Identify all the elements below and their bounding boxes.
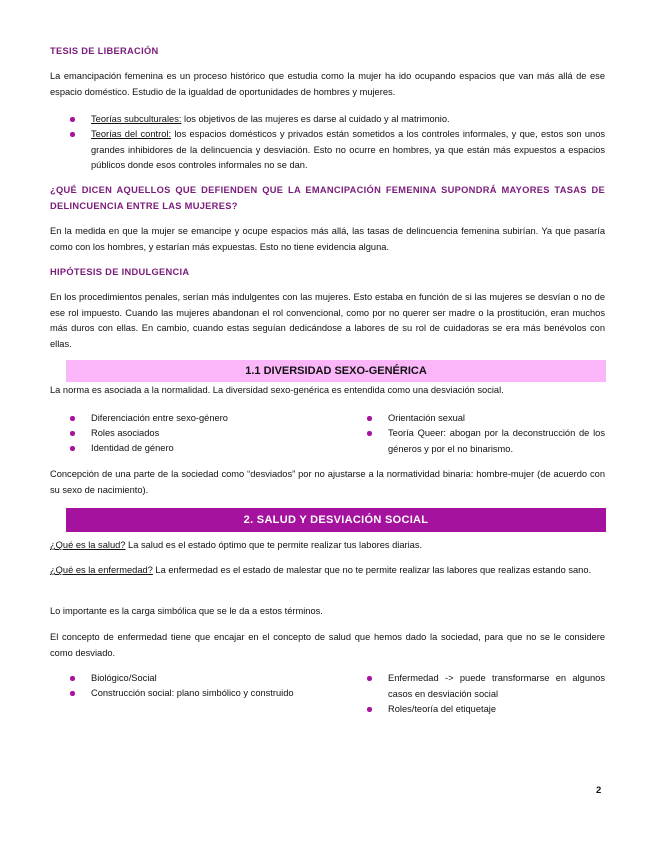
- list-item: Construcción social: plano simbólico y construido: [70, 686, 330, 702]
- bullet-icon: [70, 416, 75, 421]
- list-item: Diferenciación entre sexo-género: [70, 411, 330, 427]
- bullet-icon: [367, 431, 372, 436]
- heading-pregunta-emancipacion: ¿QUÉ DICEN AQUELLOS QUE DEFIENDEN QUE LA EMANCIPACIÓN FEMENINA SUPONDRÁ MAYORES TASAS DE DELINCUENCIA ENTRE LAS MUJERES?: [50, 185, 605, 211]
- bullet-icon: [367, 416, 372, 421]
- paragraph-respuesta: En la medida en que la mujer se emancipe y ocupe espacios más allá, las tasas de delincuencia femenina subirían. Ya que pasaría como con los hombres, y estarían más expuestas. Esto no tiene evidencia alguna.: [50, 226, 605, 252]
- bullet-icon: [70, 132, 75, 137]
- paragraph-enfermedad: ¿Qué es la enfermedad? La enfermedad es el estado de malestar que no te permite realizar las labores que realizas estando sano.: [50, 565, 592, 575]
- paragraph-desviados: Concepción de una parte de la sociedad como “desviados” por no ajustarse a la normatividad binaria: hombre-mujer (de acuerdo con su sexo de nacimiento).: [50, 469, 605, 495]
- page-number: 2: [596, 785, 602, 796]
- bullet-text: los objetivos de las mujeres es darse al cuidado y al matrimonio.: [181, 114, 450, 124]
- heading-hipotesis-indulgencia: HIPÓTESIS DE INDULGENCIA: [50, 267, 190, 277]
- list-item: Identidad de género: [70, 441, 330, 457]
- list-item: Orientación sexual: [367, 411, 605, 427]
- term-teorias-control: Teorías del control:: [91, 129, 172, 139]
- list-item: Enfermedad -> puede transformarse en algunos casos en desviación social: [367, 671, 605, 702]
- bullet-icon: [70, 431, 75, 436]
- list-item: Roles asociados: [70, 426, 330, 442]
- list-item: [70, 112, 605, 128]
- paragraph-salud: ¿Qué es la salud? La salud es el estado óptimo que te permite realizar tus labores diarias.: [50, 540, 423, 550]
- bullet-icon: [70, 117, 75, 122]
- bullet-icon: [70, 446, 75, 451]
- bullet-icon: [70, 691, 75, 696]
- paragraph-emancipacion: La emancipación femenina es un proceso histórico que estudia como la mujer ha ido ocupando espacios que van más allá de ese espacio doméstico. Estudio de la igualdad de oportunidades de hombres y mujeres.: [50, 71, 605, 97]
- bullet-icon: [367, 707, 372, 712]
- bullet-icon: [367, 676, 372, 681]
- section-title-diversidad: 1.1 DIVERSIDAD SEXO-GENÉRICA: [66, 360, 606, 382]
- section-title-salud: 2. SALUD Y DESVIACIÓN SOCIAL: [66, 508, 606, 532]
- list-item: Roles/teoría del etiquetaje: [367, 702, 605, 718]
- paragraph-indulgencia: En los procedimientos penales, serían más indulgentes con las mujeres. Esto estaba en función de si las mujeres se desvían o no de ese rol impuesto. Cuando las mujeres abandonan el rol convencional, como por no querer ser madre o la prostitución, eran muchos más duros con ellas. En cambio, cuando estas seguían dedicándose a labores de su rol de cuidadoras se era más benévolos con ellas.: [50, 292, 605, 349]
- bullet-icon: [70, 676, 75, 681]
- paragraph-norma: La norma es asociada a la normalidad. La diversidad sexo-genérica es entendida como una desviación social.: [50, 385, 504, 395]
- paragraph-concepto-enfermedad: El concepto de enfermedad tiene que encajar en el concepto de salud que hemos dado la sociedad, para que no se le considere como desviado.: [50, 632, 605, 658]
- list-item: Teoría Queer: abogan por la deconstrucción de los géneros y por el no binarismo.: [367, 426, 605, 457]
- list-item: [70, 127, 605, 174]
- heading-tesis-liberacion: TESIS DE LIBERACIÓN: [50, 46, 159, 56]
- paragraph-carga-simbolica: Lo importante es la carga simbólica que se le da a estos términos.: [50, 606, 323, 616]
- term-teorias-subculturales: Teorías subculturales:: [91, 114, 182, 124]
- bullet-text: los espacios domésticos y privados están sometidos a los controles informales, y que, estos son unos grandes inhibidores de la delincuencia y desviación. Esto no ocurre en hombres, ya que están más expuestos a espacios públicos donde esos controles informales no se dan.: [91, 129, 606, 170]
- list-item: Biológico/Social: [70, 671, 330, 687]
